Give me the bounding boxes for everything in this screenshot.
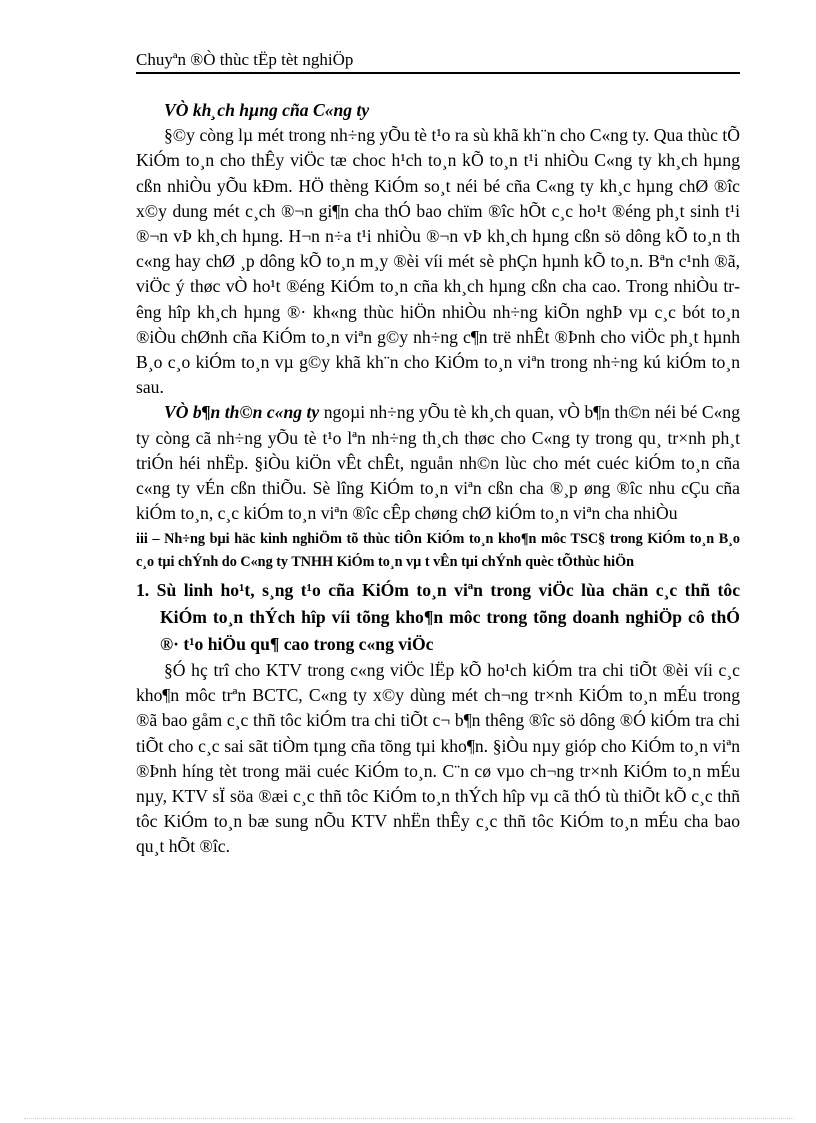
subheading-iii: iii – Nh÷ng bµi häc kinh nghiÖm tõ thùc tiÔn KiÓm to¸n kho¶n môc TSC§ trong KiÓm to¸n B¸o c¸o tµi chÝnh do C«ng ty TNHH KiÓm to¸n vµ t vÊn tµi chÝnh quèc tÕthùc hiÖn bbox=[136, 531, 740, 571]
document-body bbox=[136, 98, 740, 860]
item-number: 1. bbox=[136, 580, 150, 601]
page-bottom-divider bbox=[24, 1118, 794, 1119]
paragraph-customers: §©y còng lµ mét trong nh÷ng yÕu tè t¹o ra sù khã kh¨n cho C«ng ty. Qua thùc tÕ KiÓm to¸n cho thÊy viÖc tæ choc h¹ch to¸n kÕ to¸n t¹i nhiÒu C«ng ty kh¸ch hµng cßn nhiÒu yÕu kÐm. HÖ thèng KiÓm so¸t néi bé cña C«ng ty kh¸c hµng chØ ®îc x©y dung mét c¸ch ®¬n gi¶n cha thÓ bao chïm ®îc hÕt c¸c ho¹t ®éng ph¸t sinh t¹i ®¬n vÞ kh¸ch hµng. H¬n n÷a t¹i nhiÒu ®¬n vÞ kh¸ch hµng cßn sö dông kÕ to¸n th c«ng hay chØ ¸p dông kÕ to¸n m¸y ®èi víi mét sè phÇn hµnh kÕ to¸n. Bªn c¹nh ®ã, viÖc ý thøc vÒ ho¹t ®éng KiÓm to¸n cña kh¸ch hµng cßn cha cao. Trong nhiÒu trêng hîp kh¸ch hµng ®· kh«ng thùc hiÖn nhiÒu nh÷ng kiÕn nghÞ vµ c¸c bót to¸n ®iÒu chØnh cña KiÓm to¸n viªn g©y nh÷ng c¶n trë nhÊt ®Þnh cho viÖc ph¸t hµnh B¸o c¸o kiÓm to¸n vµ g©y khã kh¨n cho KiÓm to¸n viªn trong nh÷ng kú kiÓm to¸n sau. bbox=[136, 125, 740, 398]
paragraph-item-1: §Ó hç trî cho KTV trong c«ng viÖc lËp kÕ ho¹ch kiÓm tra chi tiÕt ®èi víi c¸c kho¶n môc trªn BCTC, C«ng ty x©y dùng mét ch¬ng tr×nh KiÓm to¸n mÉu trong ®ã bao gåm c¸c thñ tôc kiÓm tra chi tiÕt c¬ b¶n thêng ®îc sö dông ®Ó kiÓm tra chi tiÕt cho c¸c sai sãt tiÒm tµng cña tõng tµi kho¶n. §iÒu nµy gióp cho KiÓm to¸n viªn ®Þnh híng tèt trong mäi cuéc KiÓm to¸n. C¨n cø vµo ch¬ng tr×nh KiÓm to¸n mÉu nµy, KTV sÏ söa ®æi c¸c thñ tôc KiÓm to¸n thÝch hîp vµ cã thÓ tù thiÕt kÕ c¸c thñ tôc KiÓm to¸n bæ sung nÕu KTV nhËn thÊy c¸c thñ tôc KiÓm to¸n mÉu cha bao qu¸t hÕt ®îc. bbox=[136, 660, 740, 857]
section-heading-customers: VÒ kh¸ch hµng cña C«ng ty bbox=[164, 100, 370, 120]
section-heading-company: VÒ b¶n th©n c«ng ty bbox=[164, 402, 320, 423]
page-header bbox=[136, 50, 740, 74]
header-title: Chuyªn ®Ò thùc tËp tèt nghiÖp bbox=[136, 50, 354, 69]
paragraph-company-text: ngoµi nh÷ng yÕu tè kh¸ch quan, vÒ b¶n th©n néi bé C«ng ty còng cã nh÷ng yÕu tè t¹o lªn nh÷ng th¸ch thøc cho C«ng ty trong qu¸ tr×nh ph¸t triÓn héi nhËp. §iÒu kiÖn vÊt chÊt, nguån nh©n lùc cho mét cuéc kiÓm to¸n cña c«ng ty vÉn cßn thiÕu. Sè lîng KiÓm to¸n viªn cßn cha ®¸p øng ®îc nhu cÇu cña kiÓm to¸n, c¸c kiÓm to¸n viªn ®îc cÊp chøng chØ kiÓm to¸n viªn cha nhiÒu bbox=[136, 402, 740, 524]
numbered-heading-1 bbox=[136, 577, 740, 658]
paragraph-company bbox=[136, 400, 740, 526]
item-heading-text: Sù linh ho¹t, s¸ng t¹o cña KiÓm to¸n viªn trong viÖc lùa chän c¸c thñ tôc KiÓm to¸n thÝch hîp víi tõng kho¶n môc trong tõng doanh nghiÖp cô thÓ ®· t¹o hiÖu qu¶ cao trong c«ng viÖc bbox=[156, 580, 741, 655]
